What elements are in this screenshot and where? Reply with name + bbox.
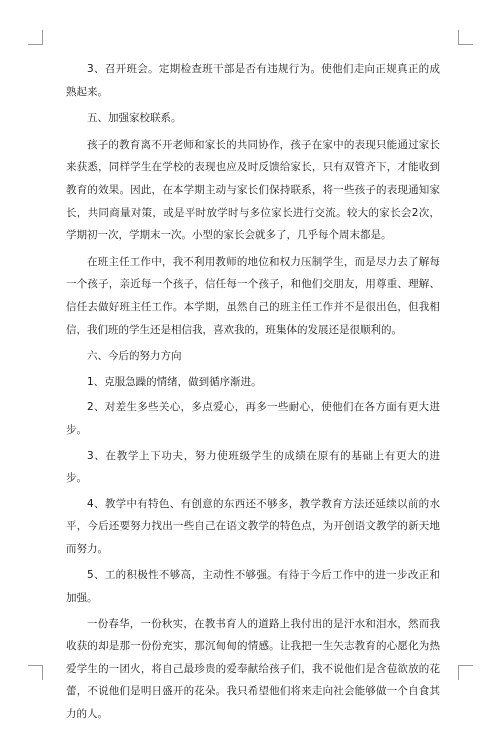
- corner-mark-bottom-right: [458, 665, 473, 680]
- list-item-1: 1、克服急躁的情绪，做到循序渐进。: [87, 375, 262, 388]
- list-item-4: 4、教学中有特色、有创意的东西还不够多，教学教育方法还延续以前的水平，今后还要努力找出一些自己在语文教学的特色点，为开创语文教学的新天地而努力。: [66, 497, 440, 555]
- corner-mark-top-left: [28, 30, 43, 45]
- heading-home-school: 五、加强家校联系。: [87, 112, 182, 125]
- paragraph-conclusion: 一份春华，一份秋实，在教书育人的道路上我付出的是汗水和泪水，然而我收获的却是那一份份充实，那沉甸甸的情感。让我把一生矢志教育的心愿化为热爱学生的一团火，将自己最珍贵的爱奉献给孩子们，我不说他们是含苞欲放的花蕾，不说他们是明日盛开的花朵。我只希望他们将来走向社会能够做一个自食其力的人。: [66, 617, 440, 721]
- corner-mark-bottom-left: [28, 665, 43, 680]
- paragraph-parent-cooperation: 孩子的教育离不开老师和家长的共同协作，孩子在家中的表现只能通过家长来获悉，同样学生在学校的表现也应及时反馈给家长，只有双管齐下，才能收到教育的效果。因此，在本学期主动与家长们保持联系，将一些孩子的表现通知家长，共同商量对策，或是平时放学时与多位家长进行交流。较大的家长会2次，学期初一次，学期末一次。小型的家长会就多了，几乎每个周末都是。: [66, 138, 440, 242]
- paragraph-class-meeting: 3、召开班会。定期检查班干部是否有违规行为。使他们走向正规真正的成熟起来。: [66, 63, 440, 98]
- list-item-2: 2、对差生多些关心，多点爱心，再多一些耐心，使他们在各方面有更大进步。: [66, 401, 440, 436]
- list-item-5: 5、工的积极性不够高，主动性不够强。有待于今后工作中的进一步改正和加强。: [66, 569, 440, 605]
- list-item-3: 3、在教学上下功夫，努力使班级学生的成绩在原有的基础上有更大的进步。: [66, 449, 440, 485]
- document-body: [66, 58, 440, 730]
- heading-future-direction: 六、今后的努力方向: [87, 350, 182, 363]
- corner-mark-top-right: [458, 30, 473, 45]
- paragraph-head-teacher-work: 在班主任工作中，我不利用教师的地位和权力压制学生，而是尽力去了解每一个孩子，亲近每一个孩子，信任每一个孩子，和他们交朋友，用尊重、理解、信任去做好班主任工作。本学期，虽然自己的班主任工作并不是很出色，但我相信，我们班的学生还是相信我，喜欢我的，班集体的发展还是很顺利的。: [66, 255, 440, 336]
